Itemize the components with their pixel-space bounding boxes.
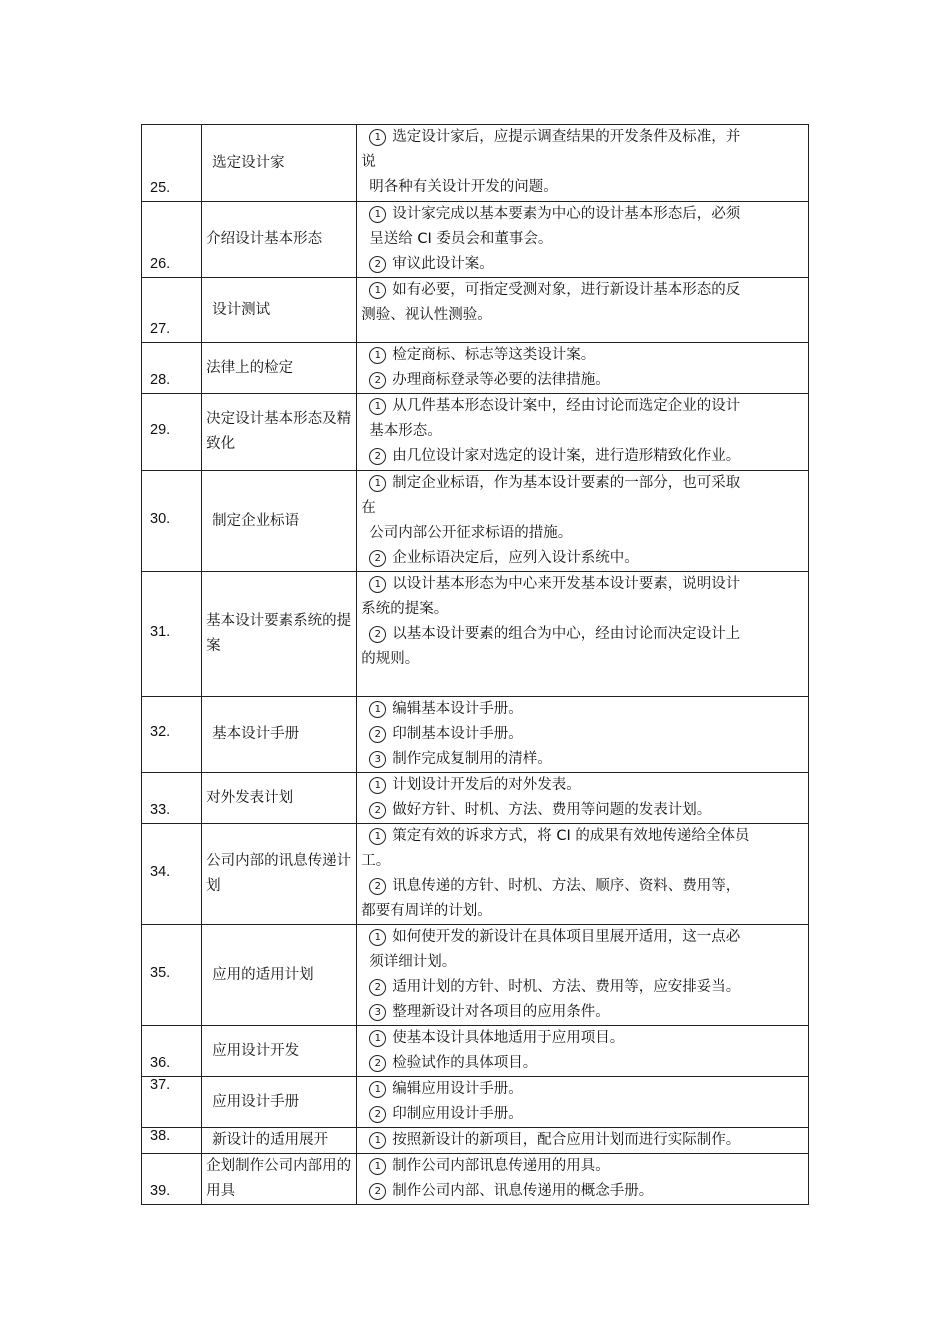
step-number: 27.	[142, 278, 202, 343]
description-line: 1 按照新设计的新项目，配合应用计划而进行实际制作。	[359, 1128, 806, 1153]
table-row	[142, 202, 809, 278]
step-number: 36.	[142, 1026, 202, 1077]
circled-number-icon: 2	[369, 256, 386, 273]
description-line: 3 制作完成复制用的清样。	[359, 747, 806, 772]
circled-number-icon: 3	[369, 751, 386, 768]
step-description	[357, 572, 809, 697]
circled-number-icon: 2	[369, 1106, 386, 1123]
circled-number-icon: 1	[369, 1030, 386, 1047]
table-row	[142, 394, 809, 471]
step-number: 32.	[142, 697, 202, 773]
step-number: 28.	[142, 343, 202, 394]
description-line: 1 设计家完成以基本要素为中心的设计基本形态后，必须	[359, 202, 806, 227]
circled-number-icon: 1	[369, 701, 386, 718]
description-line: 1 使基本设计具体地适用于应用项目。	[359, 1026, 806, 1051]
step-description	[357, 1154, 809, 1205]
circled-number-icon: 2	[369, 1183, 386, 1200]
circled-number-icon: 2	[369, 550, 386, 567]
circled-number-icon: 1	[369, 398, 386, 415]
circled-number-icon: 1	[369, 929, 386, 946]
circled-number-icon: 1	[369, 1132, 386, 1149]
procedure-table	[141, 124, 809, 1205]
description-line: 1 制定企业标语，作为基本设计要素的一部分，也可采取	[359, 471, 806, 496]
circled-number-icon: 1	[369, 1158, 386, 1175]
table-row	[142, 773, 809, 824]
table-row	[142, 572, 809, 697]
step-description	[357, 1026, 809, 1077]
description-line: 2 讯息传递的方针、时机、方法、顺序、资料、费用等，	[359, 874, 806, 899]
description-line: 2 制作公司内部、讯息传递用的概念手册。	[359, 1179, 806, 1204]
procedure-table-body	[142, 125, 809, 1205]
table-row	[142, 278, 809, 343]
step-number: 39.	[142, 1154, 202, 1205]
table-row	[142, 824, 809, 925]
circled-number-icon: 2	[369, 878, 386, 895]
description-line: 测验、视认性测验。	[361, 307, 492, 323]
step-number: 26.	[142, 202, 202, 278]
description-line: 2 印制基本设计手册。	[359, 722, 806, 747]
description-line: 2 审议此设计案。	[359, 252, 806, 277]
description-line: 1 检定商标、标志等这类设计案。	[359, 343, 806, 368]
step-description	[357, 471, 809, 572]
description-line: 工。	[361, 853, 391, 869]
description-line: 1 策定有效的诉求方式，将 CI 的成果有效地传递给全体员	[359, 824, 806, 849]
description-line: 1 选定设计家后，应提示调查结果的开发条件及标准，并	[359, 125, 806, 150]
circled-number-icon: 2	[369, 1055, 386, 1072]
table-row	[142, 125, 809, 202]
description-line: 2 以基本设计要素的组合为中心，经由讨论而决定设计上	[359, 622, 806, 647]
step-description	[357, 1077, 809, 1128]
description-line: 公司内部公开征求标语的措施。	[369, 525, 573, 541]
table-row	[142, 471, 809, 572]
circled-number-icon: 1	[369, 828, 386, 845]
step-number: 31.	[142, 572, 202, 697]
step-number: 33.	[142, 773, 202, 824]
step-title: 公司内部的讯息传递计划	[202, 824, 357, 925]
description-line: 1 制作公司内部讯息传递用的用具。	[359, 1154, 806, 1179]
description-line: 1 如有必要，可指定受测对象，进行新设计基本形态的反	[359, 278, 806, 303]
circled-number-icon: 2	[369, 726, 386, 743]
circled-number-icon: 2	[369, 372, 386, 389]
description-line: 呈送给 CI 委员会和董事会。	[369, 231, 553, 247]
circled-number-icon: 1	[369, 282, 386, 299]
step-description	[357, 773, 809, 824]
circled-number-icon: 1	[369, 206, 386, 223]
step-number: 35.	[142, 925, 202, 1026]
step-title: 选定设计家	[202, 125, 357, 202]
description-line: 2 适用计划的方针、时机、方法、费用等，应安排妥当。	[359, 975, 806, 1000]
step-title: 设计测试	[202, 278, 357, 343]
step-description	[357, 343, 809, 394]
description-line: 1 从几件基本形态设计案中，经由讨论而选定企业的设计	[359, 394, 806, 419]
description-line: 2 办理商标登录等必要的法律措施。	[359, 368, 806, 393]
table-row	[142, 1128, 809, 1154]
circled-number-icon: 3	[369, 1004, 386, 1021]
step-title: 新设计的适用展开	[202, 1128, 357, 1154]
circled-number-icon: 2	[369, 802, 386, 819]
step-number: 37.	[142, 1077, 202, 1128]
table-row	[142, 1154, 809, 1205]
step-title: 基本设计要素系统的提案	[202, 572, 357, 697]
circled-number-icon: 1	[369, 475, 386, 492]
step-number: 38.	[142, 1128, 202, 1154]
step-title: 介绍设计基本形态	[202, 202, 357, 278]
step-description	[357, 697, 809, 773]
description-line: 2 企业标语决定后，应列入设计系统中。	[359, 546, 806, 571]
step-description	[357, 394, 809, 471]
step-title: 应用设计手册	[202, 1077, 357, 1128]
step-title: 企划制作公司内部用的用具	[202, 1154, 357, 1205]
description-line: 都要有周详的计划。	[361, 903, 492, 919]
description-line: 1 以设计基本形态为中心来开发基本设计要素，说明设计	[359, 572, 806, 597]
description-line: 说	[361, 154, 376, 170]
description-line: 1 如何使开发的新设计在具体项目里展开适用，这一点必	[359, 925, 806, 950]
table-row	[142, 1026, 809, 1077]
circled-number-icon: 1	[369, 347, 386, 364]
description-line: 基本形态。	[369, 423, 442, 439]
step-title: 应用设计开发	[202, 1026, 357, 1077]
step-title: 对外发表计划	[202, 773, 357, 824]
table-row	[142, 925, 809, 1026]
step-description	[357, 202, 809, 278]
step-description	[357, 125, 809, 202]
table-row	[142, 697, 809, 773]
description-line: 须详细计划。	[369, 954, 457, 970]
description-line: 2 检验试作的具体项目。	[359, 1051, 806, 1076]
step-title: 应用的适用计划	[202, 925, 357, 1026]
table-row	[142, 343, 809, 394]
description-line: 1 编辑基本设计手册。	[359, 697, 806, 722]
circled-number-icon: 1	[369, 1081, 386, 1098]
circled-number-icon: 2	[369, 626, 386, 643]
step-number: 29.	[142, 394, 202, 471]
step-description	[357, 824, 809, 925]
step-number: 34.	[142, 824, 202, 925]
circled-number-icon: 1	[369, 129, 386, 146]
step-title: 制定企业标语	[202, 471, 357, 572]
description-line: 1 计划设计开发后的对外发表。	[359, 773, 806, 798]
step-title: 决定设计基本形态及精致化	[202, 394, 357, 471]
table-row	[142, 1077, 809, 1128]
description-line: 明各种有关设计开发的问题。	[369, 179, 558, 195]
step-description	[357, 1128, 809, 1154]
step-title: 法律上的检定	[202, 343, 357, 394]
description-line: 的规则。	[361, 651, 420, 667]
description-line: 1 编辑应用设计手册。	[359, 1077, 806, 1102]
description-line: 2 由几位设计家对选定的设计案，进行造形精致化作业。	[359, 444, 806, 469]
circled-number-icon: 2	[369, 448, 386, 465]
step-description	[357, 925, 809, 1026]
description-line: 2 印制应用设计手册。	[359, 1102, 806, 1127]
circled-number-icon: 1	[369, 576, 386, 593]
description-line: 在	[361, 500, 376, 516]
description-line: 2 做好方针、时机、方法、费用等问题的发表计划。	[359, 798, 806, 823]
step-title: 基本设计手册	[202, 697, 357, 773]
step-description	[357, 278, 809, 343]
circled-number-icon: 1	[369, 777, 386, 794]
circled-number-icon: 2	[369, 979, 386, 996]
step-number: 30.	[142, 471, 202, 572]
description-line: 系统的提案。	[361, 601, 449, 617]
description-line: 3 整理新设计对各项目的应用条件。	[359, 1000, 806, 1025]
step-number: 25.	[142, 125, 202, 202]
